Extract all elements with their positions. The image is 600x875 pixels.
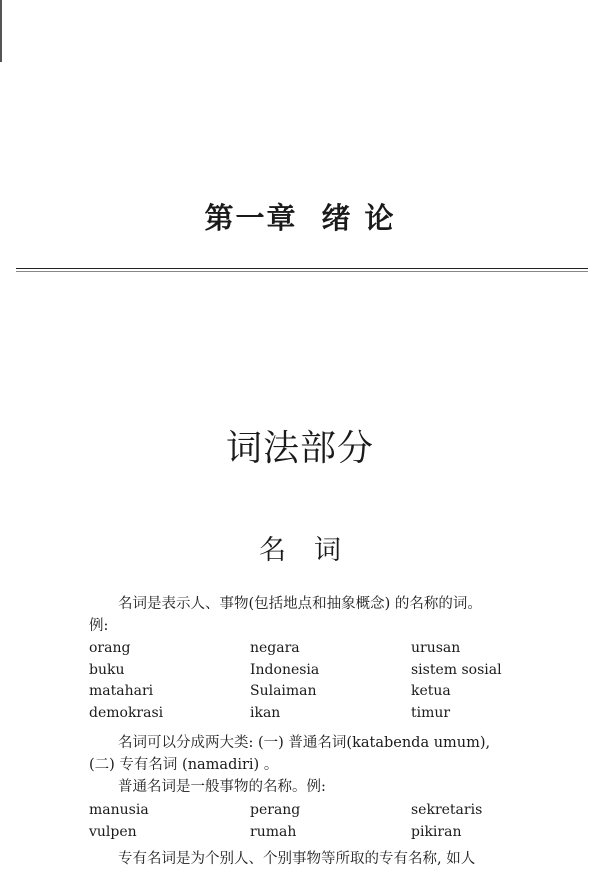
chapter-heading — [0, 196, 600, 237]
paragraph-common-nouns — [89, 776, 559, 798]
table-row — [89, 681, 559, 703]
table-cell: sistem sosial — [411, 661, 502, 678]
table-cell: buku — [89, 661, 125, 678]
paragraph-line: 例: — [89, 618, 109, 634]
paragraph-definition — [89, 593, 559, 637]
table-cell: ketua — [411, 683, 451, 699]
table-row — [89, 703, 559, 725]
subsection-char-1: 名 — [259, 535, 286, 566]
table-cell: matahari — [89, 683, 154, 699]
table-row — [89, 660, 559, 682]
table-cell: ikan — [250, 704, 281, 721]
table-cell: timur — [411, 704, 451, 721]
table-cell: pikiran — [411, 823, 462, 840]
table-cell: rumah — [250, 823, 297, 840]
table-row — [89, 800, 559, 822]
chapter-number: 第一章 — [204, 201, 298, 235]
table-cell: manusia — [89, 802, 149, 818]
table-cell: demokrasi — [89, 704, 164, 721]
paragraph-line: 名词是表示人、事物(包括地点和抽象概念) 的名称的词。 — [118, 596, 482, 612]
example-words-table-2 — [89, 800, 559, 843]
table-cell: Sulaiman — [250, 683, 317, 699]
table-cell: negara — [250, 640, 300, 656]
table-cell: urusan — [411, 640, 461, 656]
table-cell: perang — [250, 802, 301, 818]
table-row — [89, 638, 559, 660]
paragraph-line: 普通名词是一般事物的名称。例: — [118, 779, 326, 795]
subsection-heading — [0, 528, 600, 567]
paragraph-proper-nouns — [89, 848, 559, 870]
section-heading: 词法部分 — [225, 428, 374, 469]
example-words-table-1 — [89, 638, 559, 724]
table-cell: orang — [89, 640, 131, 656]
chapter-name: 绪 论 — [321, 201, 396, 235]
table-row — [89, 822, 559, 844]
paragraph-categories — [89, 732, 559, 776]
chapter-divider-shadow — [16, 271, 588, 272]
table-cell: Indonesia — [250, 661, 320, 678]
subsection-char-2: 词 — [314, 535, 341, 566]
binding-edge — [0, 0, 2, 62]
chapter-divider — [16, 268, 588, 269]
paragraph-line: (二) 专有名词 (namadiri) 。 — [89, 757, 279, 773]
paragraph-line: 专有名词是为个别人、个别事物等所取的专有名称, 如人 — [118, 851, 476, 867]
table-cell: vulpen — [89, 823, 137, 840]
table-cell: sekretaris — [411, 802, 483, 818]
paragraph-line: 名词可以分成两大类: (一) 普通名词(katabenda umum), — [118, 735, 491, 751]
